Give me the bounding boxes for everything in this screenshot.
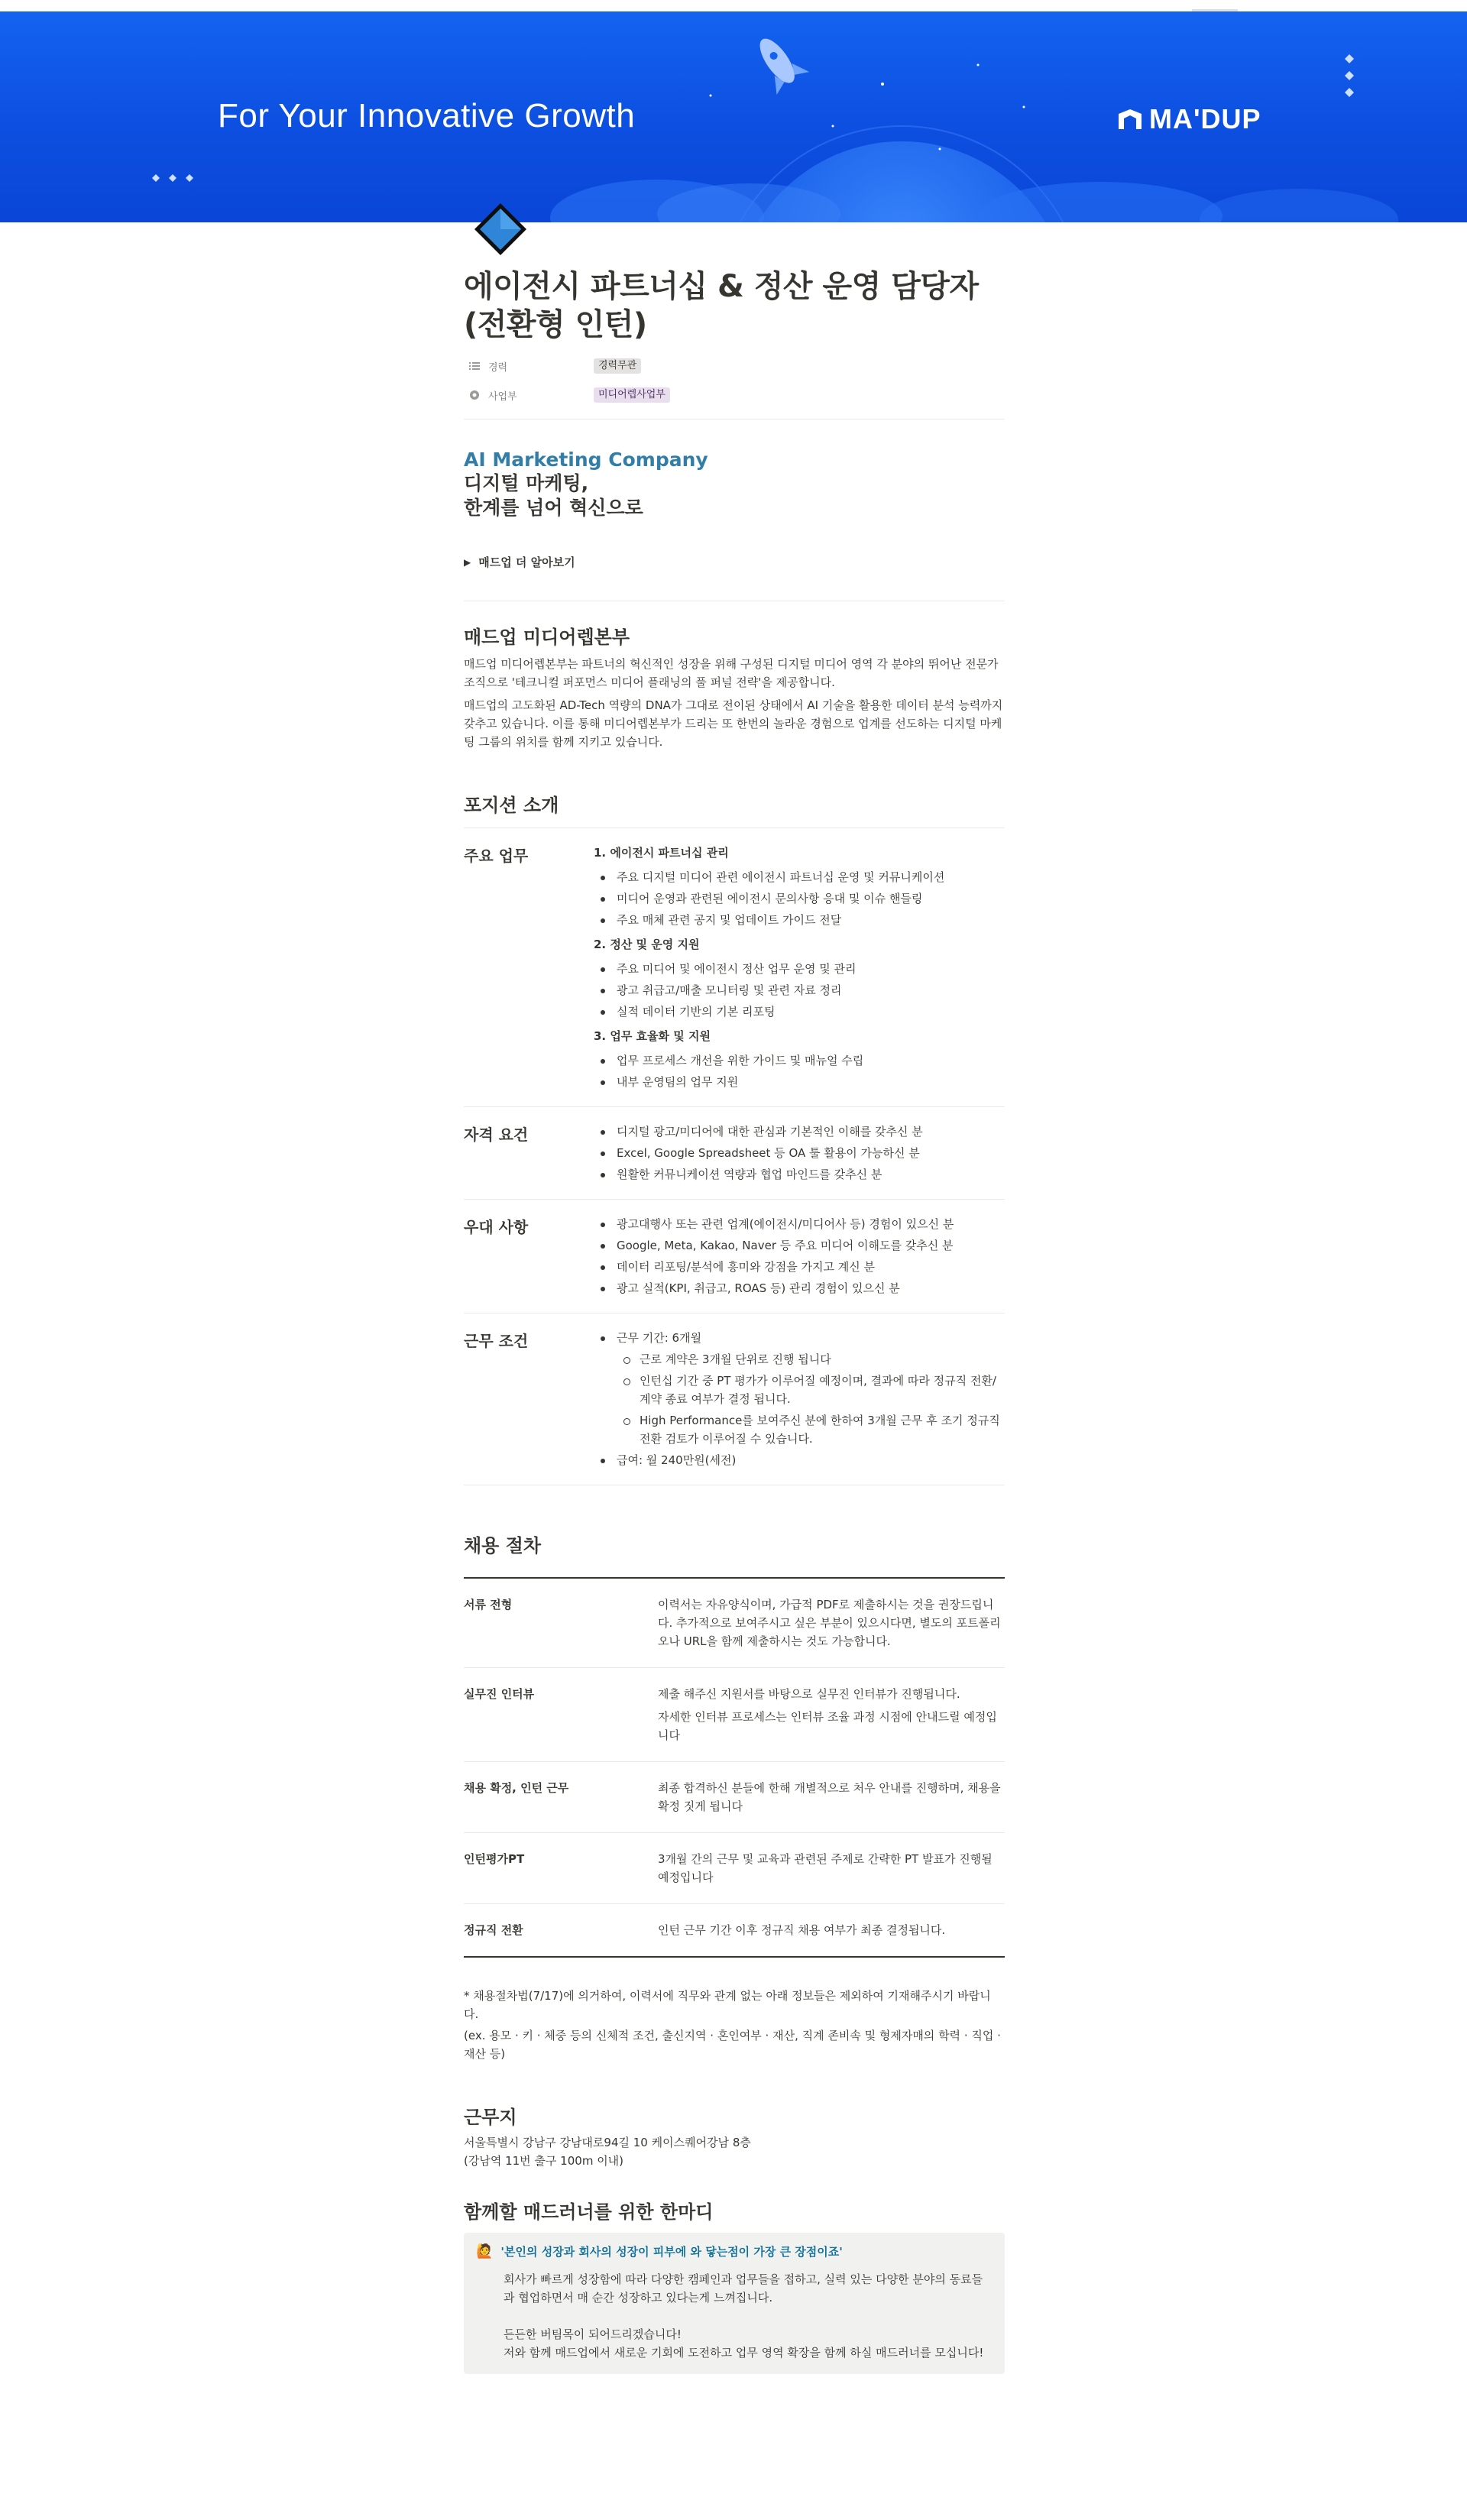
process-step: 인턴평가PT	[464, 1852, 525, 1866]
duties-label: 주요 업무	[464, 847, 529, 865]
list-item: 디지털 광고/미디어에 대한 관심과 기본적인 이해를 갖추신 분	[594, 1122, 1005, 1141]
table-row	[464, 1904, 1005, 1956]
process-text: 최종 합격하신 분들에 한해 개별적으로 처우 안내를 진행하며, 채용을 확정 짓게 됩니다	[658, 1781, 1001, 1813]
process-section	[464, 1534, 1005, 2063]
table-row	[464, 1668, 1005, 1762]
position-section	[464, 794, 1005, 1485]
location-address: 서울특별시 강남구 강남대로94길 10 케이스퀘어강남 8층	[464, 2136, 751, 2149]
location-title: 근무지	[464, 2107, 517, 2128]
process-text: 이력서는 자유양식이며, 가급적 PDF로 제출하시는 것을 권장드립니다. 추가적으로 보여주시고 싶은 부분이 있으시다면, 별도의 포트폴리오나 URL을 함께 제출하시는 것도 가능합니다.	[658, 1598, 1001, 1648]
list-item: Google, Meta, Kakao, Naver 등 주요 미디어 이해도를 갖추신 분	[594, 1236, 1005, 1255]
about-section	[464, 626, 1005, 751]
closing-title: 함께할 매드러너를 위한 한마디	[464, 2201, 714, 2223]
madup-logo-icon	[1117, 108, 1143, 131]
process-step: 정규직 전환	[464, 1923, 523, 1937]
property-key	[464, 359, 594, 374]
triangle-right-icon[interactable]: ▶	[464, 556, 471, 568]
table-row	[464, 1579, 1005, 1668]
table-row	[464, 1833, 1005, 1904]
position-title: 포지션 소개	[464, 795, 559, 816]
about-title: 매드업 미디어렙본부	[464, 627, 630, 648]
callout-line: 든든한 버팀목이 되어드리겠습니다!	[504, 2327, 682, 2341]
list-item: 주요 미디어 및 에이전시 정산 업무 운영 및 관리	[594, 960, 1005, 978]
blue-diamond-icon	[472, 201, 529, 258]
raising-hand-icon: 🙋	[476, 2243, 494, 2259]
legal-note	[464, 1987, 1005, 2063]
legal-note-example: (ex. 용모 · 키 · 체중 등의 신체적 조건, 출신지역 · 혼인여부 · 재산, 직계 존비속 및 형제자매의 학력 · 직업 · 재산 등)	[464, 2029, 1001, 2061]
list-item: 미디어 운영과 관련된 에이전시 문의사항 응대 및 이슈 핸들링	[594, 889, 1005, 908]
list-item: 원활한 커뮤니케이션 역량과 협업 마인드를 갖추신 분	[594, 1165, 1005, 1184]
property-key-label: 경력	[488, 361, 508, 374]
sub-list-item: 근로 계약은 3개월 단위로 진행 됩니다	[594, 1350, 1005, 1369]
process-description	[658, 1595, 1005, 1650]
duties-row	[464, 828, 1005, 1106]
process-step: 실무진 인터뷰	[464, 1687, 535, 1701]
table-row	[464, 1762, 1005, 1833]
process-description	[658, 1850, 1005, 1887]
property-key-label: 사업부	[488, 390, 517, 403]
top-bar	[0, 0, 1467, 11]
page-content	[464, 267, 1005, 2374]
preferred-body	[594, 1212, 1005, 1300]
location-section	[464, 2106, 1005, 2170]
process-title: 채용 절차	[464, 1535, 542, 1556]
list-item: 실적 데이터 기반의 기본 리포팅	[594, 1002, 1005, 1021]
process-step: 채용 확정, 인턴 근무	[464, 1781, 569, 1795]
list-item: 근무 기간: 6개월	[594, 1329, 1005, 1347]
callout-header	[476, 2243, 993, 2259]
list-icon	[468, 360, 481, 372]
learn-more-toggle[interactable]	[464, 554, 1005, 570]
callout-paragraph: 회사가 빠르게 성장함에 따라 다양한 캠페인과 업무들을 접하고, 실력 있는 다양한 분야의 동료들과 협업하면서 매 순간 성장하고 있다는게 느껴집니다.	[504, 2272, 983, 2305]
about-paragraph-1: 매드업 미디어렙본부는 파트너의 혁신적인 성장을 위해 구성된 디지털 미디어 영역 각 분야의 뛰어난 전문가 조직으로 '테크니컬 퍼포먼스 미디어 플래닝의 풀 퍼널 전략'을 제공합니다.	[464, 657, 999, 689]
process-description	[658, 1921, 1005, 1939]
process-description	[658, 1685, 1005, 1744]
list-item: 주요 디지털 미디어 관련 에이전시 파트너십 운영 및 커뮤니케이션	[594, 868, 1005, 886]
conditions-row	[464, 1313, 1005, 1485]
duty-group-heading: 3. 업무 효율화 및 지원	[594, 1029, 711, 1043]
property-row[interactable]	[464, 351, 1005, 381]
qualifications-label: 자격 요건	[464, 1126, 529, 1144]
qualifications-body	[594, 1119, 1005, 1187]
list-item: 주요 매체 관련 공지 및 업데이트 가이드 전달	[594, 911, 1005, 929]
duty-group-heading: 1. 에이전시 파트너십 관리	[594, 846, 729, 860]
process-text: 인턴 근무 기간 이후 정규직 채용 여부가 최종 결정됩니다.	[658, 1923, 946, 1937]
cover-banner	[0, 11, 1467, 222]
list-item: 급여: 월 240만원(세전)	[594, 1451, 1005, 1469]
list-item: Excel, Google Spreadsheet 등 OA 툴 활용이 가능하신 분	[594, 1144, 1005, 1162]
conditions-body	[594, 1326, 1005, 1472]
hero-block	[464, 449, 1005, 520]
property-row[interactable]	[464, 381, 1005, 410]
sub-list-item: 인턴십 기간 중 PT 평가가 이루어질 예정이며, 결과에 따라 정규직 전환/계약 종료 여부가 결정 됩니다.	[594, 1372, 1005, 1408]
toggle-label: 매드업 더 알아보기	[478, 556, 575, 569]
properties	[464, 351, 1005, 410]
process-step: 서류 전형	[464, 1598, 513, 1611]
process-description	[658, 1779, 1005, 1816]
list-item: 업무 프로세스 개선을 위한 가이드 및 매뉴얼 수립	[594, 1051, 1005, 1070]
conditions-label: 근무 조건	[464, 1332, 529, 1350]
list-item: 광고 취급고/매출 모니터링 및 관련 자료 정리	[594, 981, 1005, 999]
page-title: 에이전시 파트너십 & 정산 운영 담당자 (전환형 인턴)	[464, 269, 979, 342]
process-text: 3개월 간의 근무 및 교육과 관련된 주제로 간략한 PT 발표가 진행될 예정입니다	[658, 1852, 993, 1884]
duties-body	[594, 841, 1005, 1094]
division-tag: 미디어렙사업부	[594, 387, 670, 403]
list-item: 데이터 리포팅/분석에 흥미와 강점을 가지고 계신 분	[594, 1258, 1005, 1276]
property-key	[464, 388, 594, 403]
hero-line-2: 한계를 넘어 혁신으로	[464, 497, 643, 519]
preferred-row	[464, 1200, 1005, 1313]
location-station: (강남역 11번 출구 100m 이내)	[464, 2154, 624, 2168]
process-table	[464, 1577, 1005, 1958]
duty-group-heading: 2. 정산 및 운영 지원	[594, 938, 700, 951]
banner-slogan: For Your Innovative Growth	[218, 97, 636, 134]
callout-body	[476, 2270, 993, 2362]
list-item: 내부 운영팀의 업무 지원	[594, 1073, 1005, 1091]
process-text: 자세한 인터뷰 프로세스는 인터뷰 조율 과정 시점에 안내드릴 예정입니다	[658, 1710, 997, 1742]
about-paragraph-2: 매드업의 고도화된 AD-Tech 역량의 DNA가 그대로 전이된 상태에서 AI 기술을 활용한 데이터 분석 능력까지 갖추고 있습니다. 이를 통해 미디어렙본부가 드리는 또 한번의 놀라운 경험으로 업계를 선도하는 디지털 마케팅 그룹의 위치를 함께 지키고 있습니다.	[464, 698, 1003, 749]
callout-paragraph	[504, 2325, 993, 2362]
preferred-label: 우대 사항	[464, 1218, 529, 1236]
hero-headline: AI Marketing Company	[464, 449, 708, 471]
experience-tag: 경력무관	[594, 358, 641, 374]
list-item: 광고 실적(KPI, 취급고, ROAS 등) 관리 경험이 있으신 분	[594, 1279, 1005, 1297]
sub-list-item: High Performance를 보여주신 분에 한하여 3개월 근무 후 조기 정규직 전환 검토가 이루어질 수 있습니다.	[594, 1411, 1005, 1448]
list-item: 광고대행사 또는 관련 업계(에이전시/미디어사 등) 경험이 있으신 분	[594, 1215, 1005, 1233]
closing-section	[464, 2201, 1005, 2374]
gear-icon	[468, 389, 481, 401]
process-text: 제출 해주신 지원서를 바탕으로 실무진 인터뷰가 진행됩니다.	[658, 1687, 960, 1701]
madup-logo-text: MA'DUP	[1149, 103, 1261, 134]
legal-note-text: * 채용절차법(7/17)에 의거하여, 이력서에 직무와 관계 없는 아래 정보들은 제외하여 기재해주시기 바랍니다.	[464, 1989, 991, 2021]
callout-quote: '본인의 성장과 회사의 성장이 피부에 와 닿는점이 가장 큰 장점이죠'	[500, 2245, 843, 2259]
hero-line-1: 디지털 마케팅,	[464, 472, 589, 494]
callout	[464, 2233, 1005, 2374]
qualifications-row	[464, 1107, 1005, 1199]
callout-line: 저와 함께 매드업에서 새로운 기회에 도전하고 업무 영역 확장을 함께 하실 매드러너를 모십니다!	[504, 2346, 984, 2360]
madup-logo	[1117, 104, 1261, 134]
